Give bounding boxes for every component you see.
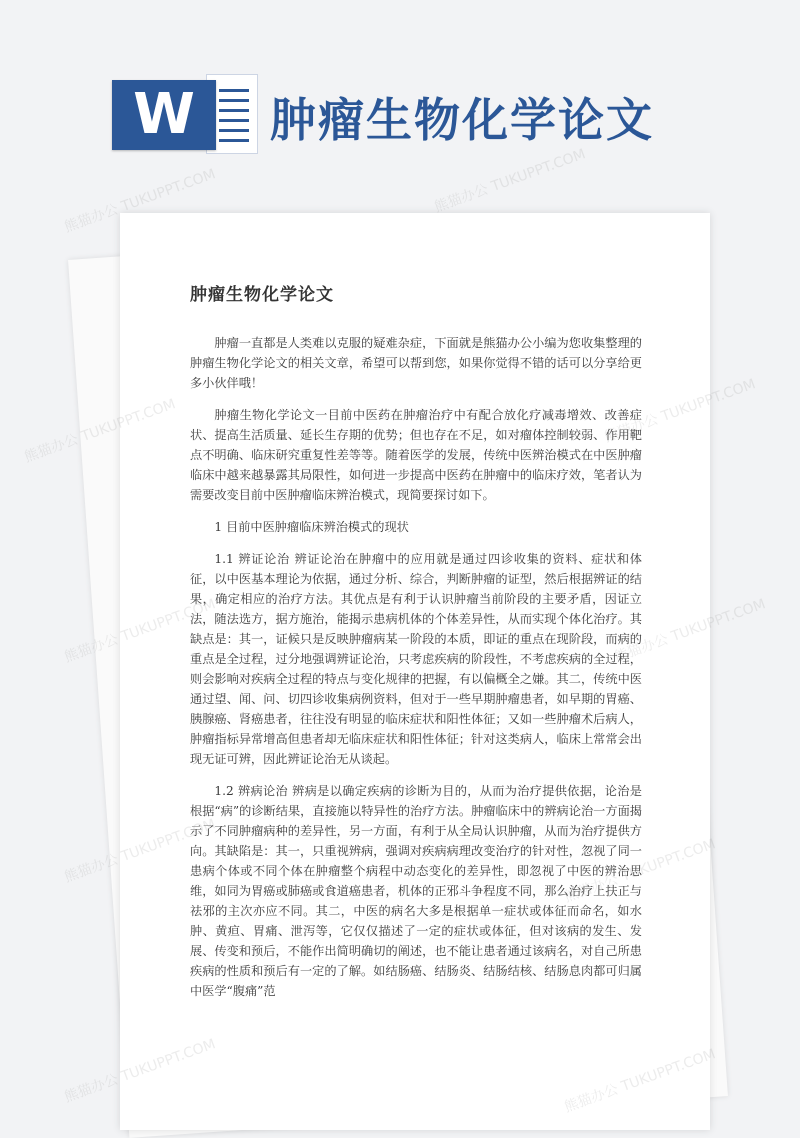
document-content xyxy=(190,285,642,1013)
intro-paragraph: 肿瘤一直都是人类难以克服的疑难杂症，下面就是熊猫办公小编为您收集整理的肿瘤生物化学论文的相关文章，希望可以帮到您，如果你觉得不错的话可以分享给更多小伙伴哦！ xyxy=(190,336,642,390)
word-logo-icon: W xyxy=(112,80,216,150)
watermark: 熊猫办公 xyxy=(22,431,81,466)
banner xyxy=(0,0,800,210)
watermark: TUKUPPT.COM xyxy=(669,596,768,646)
watermark: 熊猫办公 TUKUPPT.COM xyxy=(62,166,218,236)
document-title: 肿瘤生物化学论文 xyxy=(190,285,334,305)
section-paragraph: 1.2 辨病论治 辨病是以确定疾病的诊断为目的，从而为治疗提供依据，论治是根据“病”的诊断结果，直接施以特异性的治疗方法。肿瘤临床中的辨病论治一方面揭示了不同肿瘤病种的差异性，另一方面，有利于从全局认识肿瘤，从而为治疗提供方向。其缺陷是：其一，只重视辨病，强调对疾病病理改变治疗的针对性，忽视了同一患病个体或不同个体在肿瘤整个病程中动态变化的差异性，即忽视了中医的辨治思维，如同为胃癌或肺癌或食道癌患者，机体的正邪斗争程度不同，那么治疗上扶正与祛邪的主次亦应不同。其二，中医的病名大多是根据单一症状或体征而命名，如水肿、黄疸、胃痛、泄泻等，它仅仅描述了一定的症状或体征，但对该病的发生、发展、传变和预后，不能作出简明确切的阐述，也不能让患者通过该病名，对自己所患疾病的性质和预后有一定的了解。如结肠癌、结肠炎、结肠结核、结肠息肉都可归属中医学“腹痛”范 xyxy=(190,784,642,998)
watermark: 熊猫办公 xyxy=(62,851,121,886)
banner-title: 肿瘤生物化学论文 xyxy=(270,93,654,147)
section-paragraph: 1.1 辨证论治 辨证论治在肿瘤中的应用就是通过四诊收集的资料、症状和体征，以中医基本理论为依据，通过分析、综合，判断肿瘤的证型，然后根据辨证的结果，确定相应的治疗方法。其优点是有利于认识肿瘤当前阶段的主要矛盾，因证立法，随法选方，据方施治，能揭示患病机体的个体差异性，从而实现个体化治疗。其缺点是：其一，证候只是反映肿瘤病某一阶段的本质，即证的重点在现阶段，而病的重点是全过程，过分地强调辨证论治，只考虑疾病的阶段性，不考虑疾病的全过程，则会影响对疾病全过程的特点与变化规律的把握，有以偏概全之嫌。其二，传统中医通过望、闻、问、切四诊收集病例资料，但对于一些早期肿瘤患者，如早期的胃癌、胰腺癌、肾癌患者，往往没有明显的临床症状和阳性体征；又如一些肿瘤术后病人，肿瘤指标异常增高但患者却无临床症状和阳性体征；针对这类病人，临床上常常会出现无证可辨，因此辨证论治无从谈起。 xyxy=(190,552,642,766)
watermark: 熊猫办公 xyxy=(62,631,121,666)
body-paragraph: 肿瘤生物化学论文一目前中医药在肿瘤治疗中有配合放化疗减毒增效、改善症状、提高生活质量、延长生存期的优势；但也存在不足，如对瘤体控制较弱、作用靶点不明确、临床研究重复性差等等。随着医学的发展，传统中医辨治模式在中医肿瘤临床中越来越暴露其局限性，如何进一步提高中医药在肿瘤中的临床疗效，笔者认为需要改变目前中医肿瘤临床辨治模式，现简要探讨如下。 xyxy=(190,408,642,502)
document-page xyxy=(120,213,710,1130)
watermark: 熊猫办公 TUKUPPT.COM xyxy=(432,146,588,216)
section-heading: 1 目前中医肿瘤临床辨治模式的现状 xyxy=(214,520,409,534)
watermark: 熊猫办公 xyxy=(62,1071,121,1106)
